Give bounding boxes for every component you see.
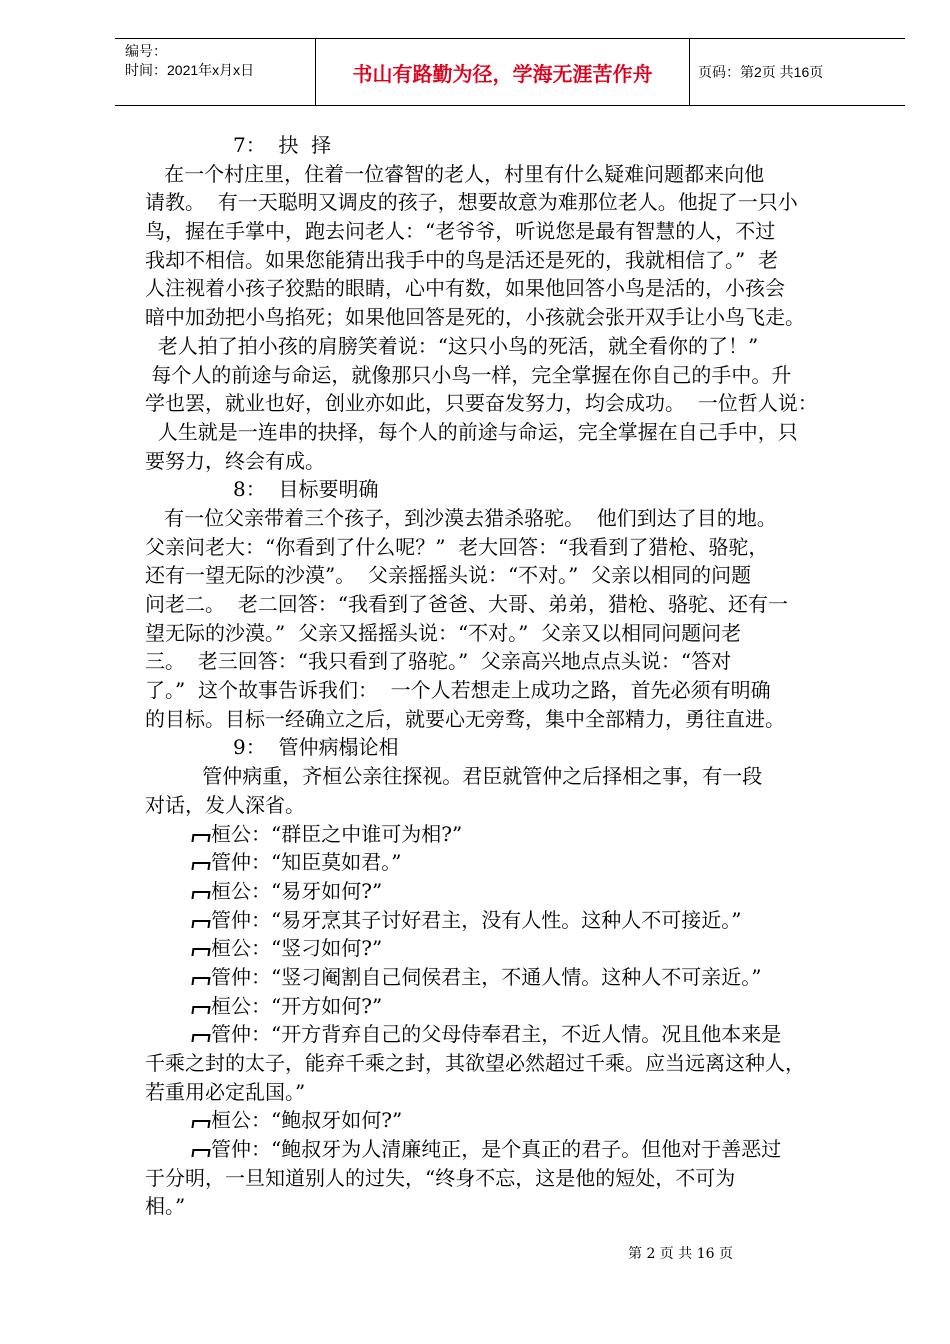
- dialogue-text: 管仲：“开方背弃自己的父母侍奉君主，不近人情。况且他本来是: [211, 1022, 782, 1047]
- dialogue-bullet-icon: [189, 934, 211, 962]
- paragraph-line: 千乘之封的太子，能弃千乘之封，其欲望必然超过千乘。应当远离这种人，: [145, 1051, 805, 1075]
- paragraph-line: 的目标。目标一经确立之后，就要心无旁骛，集中全部精力，勇往直进。: [145, 706, 785, 731]
- paragraph-line: 请教。 有一天聪明又调皮的孩子，想要故意为难那位老人。他捉了一只小: [145, 190, 798, 215]
- dialogue-bullet-icon: [189, 877, 211, 905]
- paragraph-line: 望无际的沙漠。” 父亲又摇摇头说：“不对。” 父亲又以相同问题问老: [145, 620, 742, 645]
- dialogue-bullet-icon: [189, 1020, 211, 1048]
- dialogue-line: [145, 1135, 875, 1164]
- dialogue-bullet-icon: [189, 963, 211, 991]
- dialogue-bullet-icon: [189, 848, 211, 876]
- dialogue-text: 桓公：“鲍叔牙如何?”: [211, 1108, 403, 1133]
- paragraph-line: 要努力，终会有成。: [145, 448, 325, 473]
- header-meta: [115, 39, 316, 105]
- dialogue-bullet-icon: [189, 992, 211, 1020]
- header-date: 时间：2021年x月x日: [125, 62, 255, 78]
- dialogue-text: 桓公：“群臣之中谁可为相?”: [211, 821, 463, 846]
- paragraph-line: 人注视着小孩子狡黠的眼睛，心中有数，如果他回答小鸟是活的，小孩会: [145, 276, 785, 301]
- paragraph-line: 相。”: [145, 1194, 186, 1219]
- paragraph-line: 每个人的前途与命运，就像那只小鸟一样，完全掌握在你自己的手中。升: [145, 362, 792, 387]
- dialogue-line: [145, 934, 875, 963]
- section-title: [145, 475, 875, 504]
- dialogue-text: 桓公：“开方如何?”: [211, 993, 383, 1018]
- paragraph-line: 问老二。 老二回答：“我看到了爸爸、大哥、弟弟，猎枪、骆驼、还有一: [145, 592, 788, 616]
- document-body: [145, 131, 875, 1221]
- dialogue-line: [145, 877, 875, 906]
- paragraph-line: 于分明，一旦知道别人的过失，“终身不忘，这是他的短处，不可为: [145, 1165, 736, 1190]
- header-number: 编号：: [125, 43, 167, 59]
- paragraph-line: 管仲病重，齐桓公亲往探视。君臣就管仲之后择相之事，有一段: [145, 764, 763, 789]
- paragraph-line: 我却不相信。如果您能猜出我手中的鸟是活还是死的，我就相信了。” 老: [145, 247, 778, 272]
- dialogue-line: [145, 1106, 875, 1135]
- page-footer: 第 2 页 共 16 页: [628, 1246, 733, 1262]
- dialogue-line: [145, 992, 875, 1021]
- dialogue-line: [145, 848, 875, 877]
- paragraph-line: 在一个村庄里，住着一位睿智的老人，村里有什么疑难问题都来向他: [145, 161, 765, 186]
- section-title-text: 8： 目标要明确: [233, 477, 379, 502]
- dialogue-text: 桓公：“竖刁如何?”: [211, 936, 383, 961]
- dialogue-line: [145, 820, 875, 849]
- paragraph-line: 若重用必定乱国。”: [145, 1079, 306, 1104]
- dialogue-line: [145, 1020, 875, 1049]
- paragraph-line: 还有一望无际的沙漠”。 父亲摇摇头说：“不对。” 父亲以相同的问题: [145, 563, 752, 588]
- dialogue-text: 管仲：“竖刁阉割自己伺侯君主，不通人情。这种人不可亲近。”: [211, 964, 762, 989]
- dialogue-bullet-icon: [189, 906, 211, 934]
- dialogue-line: [145, 906, 875, 935]
- paragraph-line: 学也罢，就业也好，创业亦如此，只要奋发努力，均会成功。 一位哲人说：: [145, 391, 818, 416]
- paragraph-line: 父亲问老大：“你看到了什么呢？” 老大回答：“我看到了猎枪、骆驼，: [145, 534, 769, 559]
- paragraph-line: 了。” 这个故事告诉我们： 一个人若想走上成功之路，首先必须有明确: [145, 678, 771, 703]
- paragraph-line: 有一位父亲带着三个孩子，到沙漠去猎杀骆驼。 他们到达了目的地。: [145, 505, 777, 530]
- dialogue-text: 桓公：“易牙如何?”: [211, 878, 383, 903]
- dialogue-bullet-icon: [189, 1135, 211, 1163]
- dialogue-text: 管仲：“鲍叔牙为人清廉纯正，是个真正的君子。但他对于善恶过: [211, 1137, 782, 1162]
- paragraph-line: 人生就是一连串的抉择，每个人的前途与命运，完全掌握在自己手中，只: [145, 419, 798, 444]
- section-title: [145, 131, 875, 160]
- section-title: [145, 733, 875, 762]
- dialogue-bullet-icon: [189, 1106, 211, 1134]
- dialogue-text: 管仲：“知臣莫如君。”: [211, 850, 402, 875]
- section-title-text: 9： 管仲病榻论相: [233, 735, 399, 760]
- dialogue-line: [145, 963, 875, 992]
- dialogue-text: 管仲：“易牙烹其子讨好君主，没有人性。这种人不可接近。”: [211, 907, 742, 932]
- paragraph-line: 暗中加劲把小鸟掐死；如果他回答是死的，小孩就会张开双手让小鸟飞走。: [145, 305, 805, 330]
- header-page-info: 页码：第2页 共16页: [698, 64, 824, 80]
- section-title-text: 7： 抉 择: [233, 133, 332, 157]
- paragraph-line: 老人拍了拍小孩的肩膀笑着说：“这只小鸟的死活，就全看你的了！”: [145, 333, 759, 358]
- paragraph-line: 鸟，握在手掌中，跑去问老人：“老爷爷，听说您是最有智慧的人，不过: [145, 219, 776, 244]
- paragraph-line: 对话，发人深省。: [145, 792, 305, 817]
- page-header: [115, 38, 905, 106]
- header-motto: 书山有路勤为径，学海无涯苦作舟: [316, 39, 690, 105]
- dialogue-bullet-icon: [189, 820, 211, 848]
- paragraph-line: 三。 老三回答：“我只看到了骆驼。” 父亲高兴地点点头说：“答对: [145, 649, 732, 674]
